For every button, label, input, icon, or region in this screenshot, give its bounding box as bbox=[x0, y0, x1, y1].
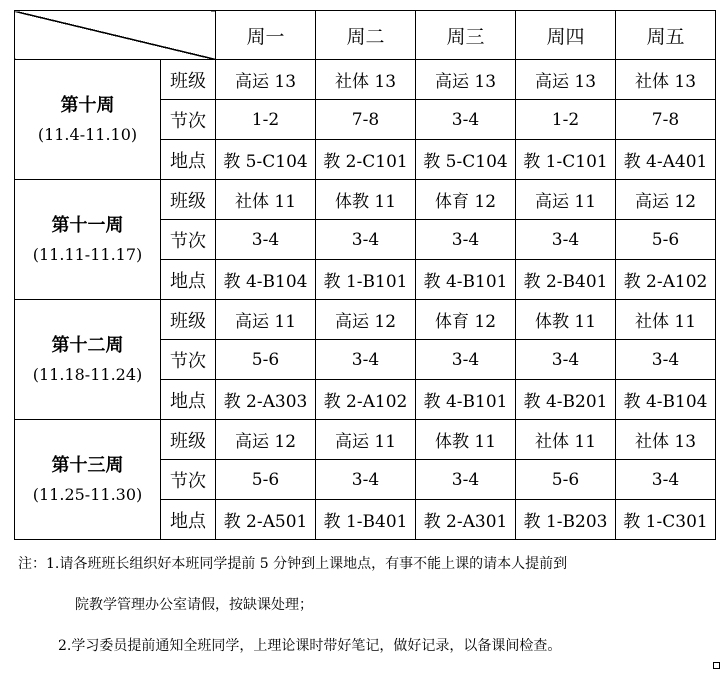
row-label: 地点 bbox=[161, 260, 216, 300]
note-line-1: 注：1.请各班班长组织好本班同学提前 5 分钟到上课地点，有事不能上课的请本人提前到 bbox=[18, 556, 568, 572]
header-row bbox=[15, 11, 716, 60]
corner-mark bbox=[713, 662, 720, 669]
schedule-cell: 教 1-B401 bbox=[316, 500, 416, 540]
schedule-cell: 高运 12 bbox=[616, 180, 716, 220]
class-row bbox=[15, 300, 716, 340]
schedule-cell: 社体 13 bbox=[616, 420, 716, 460]
schedule-cell: 教 4-B104 bbox=[216, 260, 316, 300]
schedule-cell: 体育 12 bbox=[416, 300, 516, 340]
schedule-cell: 社体 13 bbox=[316, 60, 416, 100]
schedule-cell: 教 2-B401 bbox=[516, 260, 616, 300]
corner-cell bbox=[15, 11, 216, 60]
week-date-range: (11.18-11.24) bbox=[32, 365, 143, 385]
schedule-cell: 5-6 bbox=[616, 220, 716, 260]
schedule-cell: 社体 13 bbox=[616, 60, 716, 100]
week-date-range: (11.11-11.17) bbox=[32, 245, 143, 265]
schedule-cell: 5-6 bbox=[516, 460, 616, 500]
day-header: 周三 bbox=[416, 11, 516, 60]
schedule-cell: 体教 11 bbox=[316, 180, 416, 220]
schedule-cell: 社体 11 bbox=[616, 300, 716, 340]
schedule-cell: 高运 12 bbox=[316, 300, 416, 340]
day-header: 周四 bbox=[516, 11, 616, 60]
schedule-cell: 教 2-A102 bbox=[316, 380, 416, 420]
schedule-cell: 教 4-B101 bbox=[416, 380, 516, 420]
day-header: 周五 bbox=[616, 11, 716, 60]
schedule-cell: 3-4 bbox=[616, 460, 716, 500]
schedule-cell: 5-6 bbox=[216, 460, 316, 500]
week-cell bbox=[15, 60, 161, 180]
note-line-3: 2.学习委员提前通知全班同学，上理论课时带好笔记，做好记录，以备课间检查。 bbox=[58, 638, 562, 654]
schedule-cell: 教 2-A501 bbox=[216, 500, 316, 540]
schedule-cell: 1-2 bbox=[216, 100, 316, 140]
schedule-cell: 1-2 bbox=[516, 100, 616, 140]
row-label: 节次 bbox=[161, 340, 216, 380]
schedule-cell: 3-4 bbox=[516, 340, 616, 380]
schedule-cell: 教 5-C104 bbox=[416, 140, 516, 180]
schedule-cell: 5-6 bbox=[216, 340, 316, 380]
schedule-cell: 教 1-C101 bbox=[516, 140, 616, 180]
schedule-cell: 体教 11 bbox=[516, 300, 616, 340]
schedule-cell: 7-8 bbox=[316, 100, 416, 140]
schedule-cell: 3-4 bbox=[216, 220, 316, 260]
schedule-cell: 教 2-A303 bbox=[216, 380, 316, 420]
schedule-cell: 教 2-C101 bbox=[316, 140, 416, 180]
row-label: 班级 bbox=[161, 300, 216, 340]
schedule-cell: 教 4-B101 bbox=[416, 260, 516, 300]
schedule-cell: 体教 11 bbox=[416, 420, 516, 460]
row-label: 地点 bbox=[161, 380, 216, 420]
row-label: 节次 bbox=[161, 220, 216, 260]
schedule-cell: 3-4 bbox=[516, 220, 616, 260]
schedule-cell: 7-8 bbox=[616, 100, 716, 140]
week-name: 第十一周 bbox=[51, 214, 124, 236]
schedule-cell: 高运 11 bbox=[516, 180, 616, 220]
schedule-cell: 3-4 bbox=[316, 220, 416, 260]
week-name: 第十周 bbox=[60, 94, 115, 116]
schedule-cell: 教 4-B104 bbox=[616, 380, 716, 420]
row-label: 节次 bbox=[161, 460, 216, 500]
schedule-cell: 3-4 bbox=[416, 460, 516, 500]
schedule-cell: 体育 12 bbox=[416, 180, 516, 220]
schedule-cell: 3-4 bbox=[316, 460, 416, 500]
schedule-cell: 教 5-C104 bbox=[216, 140, 316, 180]
schedule-cell: 教 1-C301 bbox=[616, 500, 716, 540]
schedule-cell: 高运 13 bbox=[216, 60, 316, 100]
week-cell bbox=[15, 180, 161, 300]
row-label: 班级 bbox=[161, 60, 216, 100]
schedule-cell: 高运 11 bbox=[216, 300, 316, 340]
schedule-cell: 教 1-B101 bbox=[316, 260, 416, 300]
schedule-cell: 3-4 bbox=[416, 340, 516, 380]
class-row bbox=[15, 60, 716, 100]
schedule-cell: 高运 13 bbox=[516, 60, 616, 100]
schedule-cell: 3-4 bbox=[316, 340, 416, 380]
note-line-2: 院教学管理办公室请假，按缺课处理； bbox=[75, 597, 313, 613]
schedule-table bbox=[14, 10, 716, 540]
week-date-range: (11.25-11.30) bbox=[32, 485, 143, 505]
week-name: 第十三周 bbox=[51, 454, 124, 476]
schedule-cell: 3-4 bbox=[416, 100, 516, 140]
day-header: 周一 bbox=[216, 11, 316, 60]
schedule-cell: 高运 11 bbox=[316, 420, 416, 460]
row-label: 节次 bbox=[161, 100, 216, 140]
schedule-cell: 教 2-A301 bbox=[416, 500, 516, 540]
week-date-range: (11.4-11.10) bbox=[37, 125, 138, 145]
schedule-cell: 高运 13 bbox=[416, 60, 516, 100]
schedule-cell: 教 4-A401 bbox=[616, 140, 716, 180]
row-label: 地点 bbox=[161, 500, 216, 540]
class-row bbox=[15, 420, 716, 460]
week-name: 第十二周 bbox=[51, 334, 124, 356]
week-cell bbox=[15, 420, 161, 540]
schedule-cell: 社体 11 bbox=[516, 420, 616, 460]
schedule-cell: 教 1-B203 bbox=[516, 500, 616, 540]
schedule-cell: 教 4-B201 bbox=[516, 380, 616, 420]
week-cell bbox=[15, 300, 161, 420]
row-label: 班级 bbox=[161, 180, 216, 220]
schedule-cell: 社体 11 bbox=[216, 180, 316, 220]
schedule-cell: 教 2-A102 bbox=[616, 260, 716, 300]
row-label: 地点 bbox=[161, 140, 216, 180]
class-row bbox=[15, 180, 716, 220]
schedule-cell: 3-4 bbox=[416, 220, 516, 260]
row-label: 班级 bbox=[161, 420, 216, 460]
schedule-cell: 高运 12 bbox=[216, 420, 316, 460]
day-header: 周二 bbox=[316, 11, 416, 60]
schedule-cell: 3-4 bbox=[616, 340, 716, 380]
